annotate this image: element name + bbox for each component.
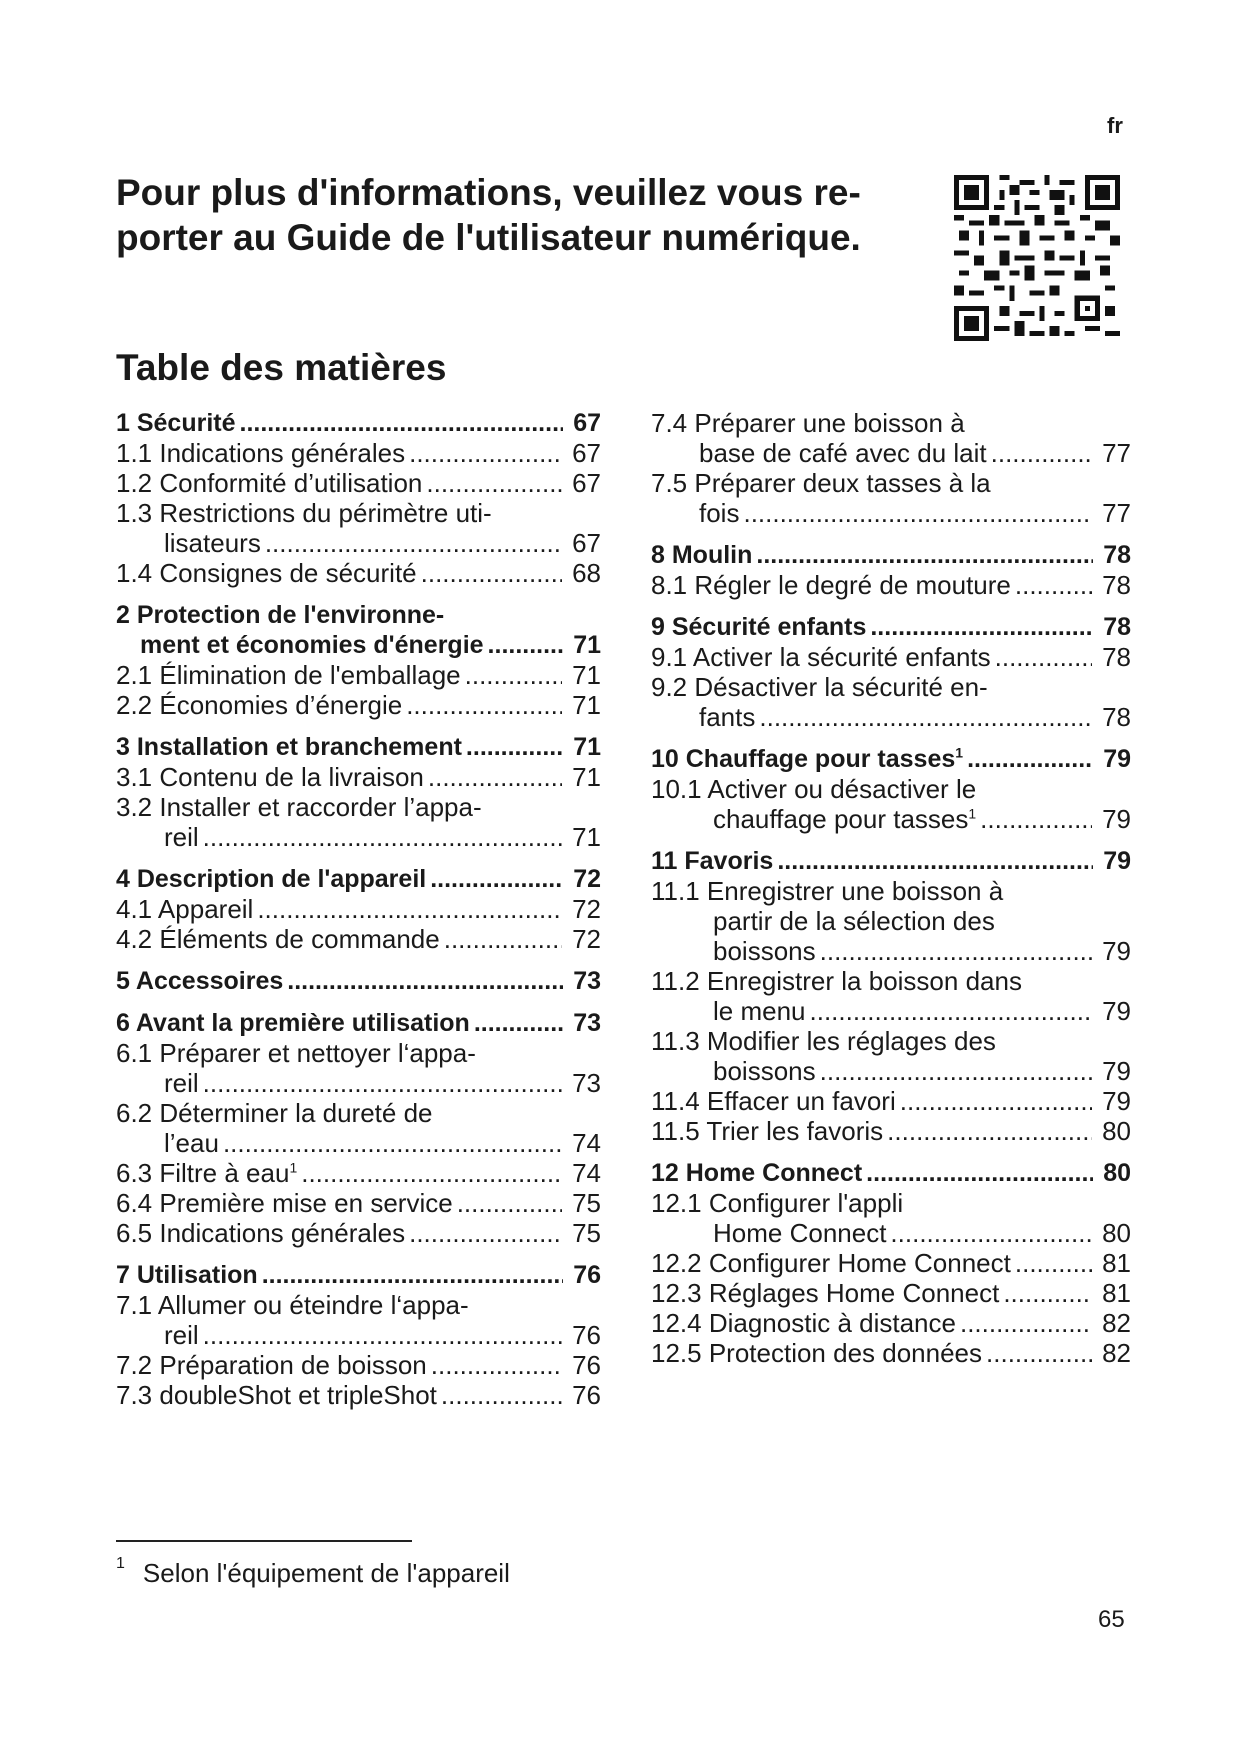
- toc-section: [651, 846, 1131, 1146]
- toc-entry[interactable]: 7.3 doubleShot et tripleShot ..... 76: [116, 1380, 601, 1410]
- toc-entry[interactable]: 6.1 Préparer et nettoyer l‘appa- reil ..... 73: [116, 1038, 601, 1098]
- toc-entry[interactable]: 7.1 Allumer ou éteindre l‘appa- reil ..... 76: [116, 1290, 601, 1350]
- footnote-divider: [116, 1540, 412, 1542]
- toc-entry[interactable]: 6.2 Déterminer la dureté de l’eau ..... 74: [116, 1098, 601, 1158]
- toc-section: [651, 540, 1131, 600]
- toc-section: [116, 864, 601, 954]
- toc-entry[interactable]: 1.1 Indications générales ..... 67: [116, 438, 601, 468]
- footnote-ref: 1: [968, 805, 977, 822]
- toc-entry[interactable]: 11.5 Trier les favoris ..... 80: [651, 1116, 1131, 1146]
- toc-heading[interactable]: 8 Moulin ..... 78: [651, 540, 1131, 570]
- toc-section: [651, 744, 1131, 834]
- toc-entry[interactable]: 1.4 Consignes de sécurité ..... 68: [116, 558, 601, 588]
- toc-left-column: [116, 408, 601, 1422]
- toc-entry[interactable]: 4.1 Appareil ..... 72: [116, 894, 601, 924]
- toc-heading[interactable]: 12 Home Connect ..... 80: [651, 1158, 1131, 1188]
- page-number: 65: [1098, 1606, 1125, 1633]
- headline-line: porter au Guide de l'utilisateur numérique.: [116, 217, 861, 258]
- toc-entry[interactable]: 6.3 Filtre à eau$^1$ ..... 74: [116, 1158, 601, 1188]
- toc-heading[interactable]: 11 Favoris ..... 79: [651, 846, 1131, 876]
- footnote-ref: 1: [289, 1159, 298, 1176]
- toc-entry[interactable]: 12.4 Diagnostic à distance ..... 82: [651, 1308, 1131, 1338]
- toc-entry[interactable]: 8.1 Régler le degré de mouture ..... 78: [651, 570, 1131, 600]
- toc-section: [116, 1008, 601, 1248]
- toc-entry[interactable]: 11.1 Enregistrer une boisson à partir de la sélection des boissons ..... 79: [651, 876, 1131, 966]
- headline: [116, 170, 936, 260]
- toc-right-column: [651, 408, 1131, 1380]
- toc-section: [651, 612, 1131, 732]
- language-code: fr: [1107, 113, 1123, 138]
- footnote-mark: 1: [116, 1555, 125, 1573]
- toc-entry[interactable]: 6.5 Indications générales ..... 75: [116, 1218, 601, 1248]
- toc-section: [116, 732, 601, 852]
- footnote-text: Selon l'équipement de l'appareil: [142, 1558, 510, 1588]
- toc-section: [116, 408, 601, 588]
- toc-entry[interactable]: 11.2 Enregistrer la boisson dans le menu ..... 79: [651, 966, 1131, 1026]
- toc-entry[interactable]: 1.3 Restrictions du périmètre uti- lisateurs ..... 67: [116, 498, 601, 558]
- toc-entry[interactable]: 12.1 Configurer l'appli Home Connect ..... 80: [651, 1188, 1131, 1248]
- toc-heading[interactable]: 1 Sécurité ..... 67: [116, 408, 601, 438]
- toc-entry[interactable]: 12.3 Réglages Home Connect ..... 81: [651, 1278, 1131, 1308]
- toc-heading[interactable]: 5 Accessoires ..... 73: [116, 966, 601, 996]
- toc-entry[interactable]: 4.2 Éléments de commande ..... 72: [116, 924, 601, 954]
- toc-entry[interactable]: 2.1 Élimination de l'emballage ..... 71: [116, 660, 601, 690]
- footnote: [116, 1555, 510, 1589]
- toc-section: [116, 966, 601, 996]
- toc-entry[interactable]: 6.4 Première mise en service ..... 75: [116, 1188, 601, 1218]
- toc-heading[interactable]: 6 Avant la première utilisation ..... 73: [116, 1008, 601, 1038]
- headline-line: Pour plus d'informations, veuillez vous re-: [116, 172, 861, 213]
- toc-entry[interactable]: 11.4 Effacer un favori ..... 79: [651, 1086, 1131, 1116]
- toc-heading[interactable]: 4 Description de l'appareil ..... 72: [116, 864, 601, 894]
- toc-entry[interactable]: 10.1 Activer ou désactiver le chauffage pour tasses$^1$ ..... 79: [651, 774, 1131, 834]
- toc-entry[interactable]: 9.2 Désactiver la sécurité en- fants ..... 78: [651, 672, 1131, 732]
- qr-code-icon[interactable]: [954, 174, 1120, 342]
- toc-heading[interactable]: 2 Protection de l'environne- ment et économies d'énergie ..... 71: [116, 600, 601, 660]
- toc-entry[interactable]: 3.2 Installer et raccorder l’appa- reil ..... 71: [116, 792, 601, 852]
- toc-entry[interactable]: 1.2 Conformité d’utilisation ..... 67: [116, 468, 601, 498]
- toc-entry[interactable]: 7.5 Préparer deux tasses à la fois ..... 77: [651, 468, 1131, 528]
- toc-heading[interactable]: 10 Chauffage pour tasses$^1$ ..... 79: [651, 744, 1131, 774]
- toc-entry[interactable]: 11.3 Modifier les réglages des boissons ..... 79: [651, 1026, 1131, 1086]
- toc-entry[interactable]: 9.1 Activer la sécurité enfants ..... 78: [651, 642, 1131, 672]
- toc-heading[interactable]: 9 Sécurité enfants ..... 78: [651, 612, 1131, 642]
- toc-entry[interactable]: 7.4 Préparer une boisson à base de café avec du lait ..... 77: [651, 408, 1131, 468]
- toc-section: [116, 600, 601, 720]
- toc-entry[interactable]: 12.5 Protection des données ..... 82: [651, 1338, 1131, 1368]
- toc-entry[interactable]: 12.2 Configurer Home Connect ..... 81: [651, 1248, 1131, 1278]
- toc-heading[interactable]: 7 Utilisation ..... 76: [116, 1260, 601, 1290]
- toc-entry[interactable]: 7.2 Préparation de boisson ..... 76: [116, 1350, 601, 1380]
- toc-entry[interactable]: 2.2 Économies d’énergie ..... 71: [116, 690, 601, 720]
- toc-heading[interactable]: 3 Installation et branchement ..... 71: [116, 732, 601, 762]
- toc-entry[interactable]: 3.1 Contenu de la livraison ..... 71: [116, 762, 601, 792]
- toc-title: Table des matières: [116, 347, 447, 388]
- toc-section: [651, 1158, 1131, 1368]
- toc-section: [116, 1260, 601, 1410]
- toc-section: [651, 408, 1131, 528]
- footnote-ref: 1: [955, 744, 964, 761]
